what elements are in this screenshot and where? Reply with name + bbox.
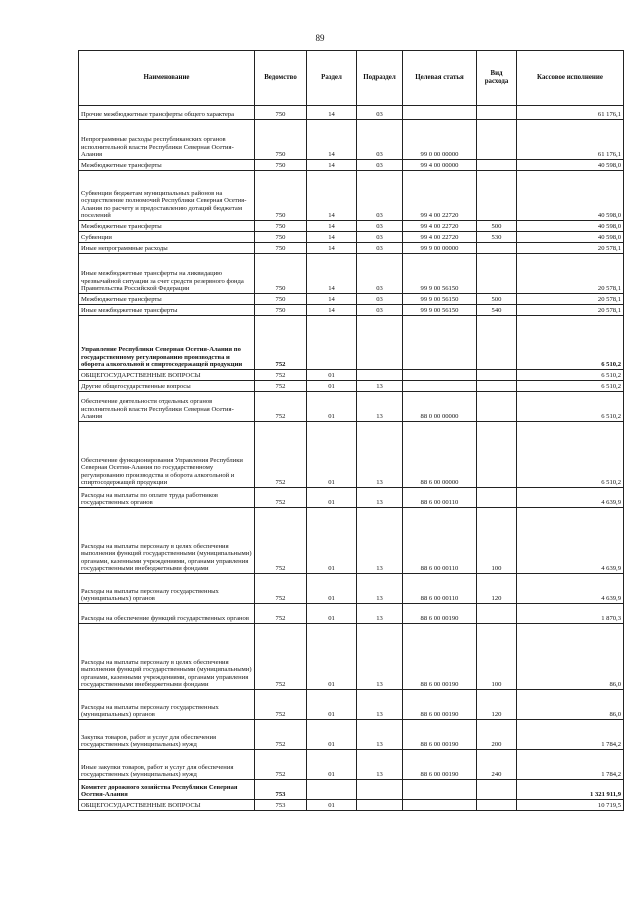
row-name: Расходы на выплаты по оплате труда работников государственных органов bbox=[79, 488, 255, 508]
row-amount: 4 639,9 bbox=[517, 574, 624, 604]
row-amount: 40 598,0 bbox=[517, 232, 624, 243]
row-department: 750 bbox=[255, 305, 307, 316]
table-row bbox=[79, 750, 624, 780]
row-subsection: 13 bbox=[357, 422, 403, 488]
header-department: Ведомство bbox=[255, 51, 307, 106]
row-department: 752 bbox=[255, 720, 307, 750]
row-name: Закупка товаров, работ и услуг для обеспечения государственных (муниципальных) нужд bbox=[79, 720, 255, 750]
row-expense-type bbox=[477, 254, 517, 294]
row-department: 750 bbox=[255, 160, 307, 171]
header-cash-execution: Кассовое исполнение bbox=[517, 51, 624, 106]
table-row bbox=[79, 243, 624, 254]
row-target-article: 88 6 00 00110 bbox=[403, 574, 477, 604]
row-target-article bbox=[403, 780, 477, 800]
row-expense-type: 200 bbox=[477, 720, 517, 750]
row-amount: 4 639,9 bbox=[517, 508, 624, 574]
row-amount: 40 598,0 bbox=[517, 221, 624, 232]
table-row bbox=[79, 381, 624, 392]
row-section: 14 bbox=[307, 232, 357, 243]
row-subsection: 03 bbox=[357, 294, 403, 305]
row-section: 14 bbox=[307, 254, 357, 294]
row-expense-type: 100 bbox=[477, 508, 517, 574]
row-expense-type: 240 bbox=[477, 750, 517, 780]
row-department: 752 bbox=[255, 750, 307, 780]
row-name: Обеспечение функционирования Управления Республики Северная Осетия-Алания по государственному регулированию производства и оборота алкогольной и спиртосодержащей продукции bbox=[79, 422, 255, 488]
row-subsection: 13 bbox=[357, 690, 403, 720]
row-expense-type bbox=[477, 800, 517, 811]
row-expense-type bbox=[477, 604, 517, 624]
row-subsection: 03 bbox=[357, 106, 403, 120]
row-amount: 86,0 bbox=[517, 624, 624, 690]
row-expense-type: 120 bbox=[477, 690, 517, 720]
row-expense-type bbox=[477, 422, 517, 488]
row-expense-type: 100 bbox=[477, 624, 517, 690]
row-department: 752 bbox=[255, 604, 307, 624]
row-subsection: 13 bbox=[357, 750, 403, 780]
row-subsection: 13 bbox=[357, 381, 403, 392]
row-section: 14 bbox=[307, 305, 357, 316]
row-department: 752 bbox=[255, 370, 307, 381]
row-target-article: 88 6 00 00190 bbox=[403, 604, 477, 624]
row-expense-type: 500 bbox=[477, 221, 517, 232]
row-amount: 10 719,5 bbox=[517, 800, 624, 811]
row-amount: 40 598,0 bbox=[517, 160, 624, 171]
row-subsection: 13 bbox=[357, 488, 403, 508]
row-section: 01 bbox=[307, 800, 357, 811]
row-expense-type bbox=[477, 243, 517, 254]
row-subsection: 03 bbox=[357, 232, 403, 243]
row-expense-type: 540 bbox=[477, 305, 517, 316]
row-name: Комитет дорожного хозяйства Республики Северная Осетия-Алания bbox=[79, 780, 255, 800]
row-target-article: 99 9 00 56150 bbox=[403, 294, 477, 305]
row-target-article: 99 4 00 22720 bbox=[403, 221, 477, 232]
row-target-article: 99 4 00 22720 bbox=[403, 171, 477, 221]
row-expense-type bbox=[477, 392, 517, 422]
row-section: 01 bbox=[307, 508, 357, 574]
row-expense-type bbox=[477, 381, 517, 392]
row-name: Иные межбюджетные трансферты на ликвидацию чрезвычайной ситуации за счет средств резервного фонда Правительства Российской Федерации bbox=[79, 254, 255, 294]
row-expense-type bbox=[477, 171, 517, 221]
budget-table bbox=[78, 50, 624, 811]
table-row bbox=[79, 720, 624, 750]
row-amount: 61 176,1 bbox=[517, 120, 624, 160]
table-row bbox=[79, 106, 624, 120]
row-section: 01 bbox=[307, 488, 357, 508]
table-row bbox=[79, 392, 624, 422]
row-name: Непрограммные расходы республиканских органов исполнительной власти Республики Северная Осетия-Алания bbox=[79, 120, 255, 160]
row-section: 01 bbox=[307, 370, 357, 381]
row-name: ОБЩЕГОСУДАРСТВЕННЫЕ ВОПРОСЫ bbox=[79, 800, 255, 811]
row-department: 753 bbox=[255, 780, 307, 800]
table-row bbox=[79, 690, 624, 720]
row-name: Расходы на выплаты персоналу государственных (муниципальных) органов bbox=[79, 574, 255, 604]
row-department: 752 bbox=[255, 508, 307, 574]
table-row bbox=[79, 232, 624, 243]
row-target-article bbox=[403, 381, 477, 392]
row-name: Субвенции бюджетам муниципальных районов на осуществление полномочий Республики Северная Осетия-Алания по расчету и предоставлению дотаций бюджетам поселений bbox=[79, 171, 255, 221]
row-section: 01 bbox=[307, 604, 357, 624]
row-target-article: 99 4 00 22720 bbox=[403, 232, 477, 243]
row-target-article: 88 6 00 00190 bbox=[403, 750, 477, 780]
row-amount: 4 639,9 bbox=[517, 488, 624, 508]
header-name: Наименование bbox=[79, 51, 255, 106]
table-header-row bbox=[79, 51, 624, 106]
row-name: Иные закупки товаров, работ и услуг для обеспечения государственных (муниципальных) нужд bbox=[79, 750, 255, 780]
row-subsection bbox=[357, 780, 403, 800]
row-section: 01 bbox=[307, 422, 357, 488]
row-subsection: 13 bbox=[357, 392, 403, 422]
row-department: 753 bbox=[255, 800, 307, 811]
table-row bbox=[79, 171, 624, 221]
row-name: Расходы на выплаты персоналу в целях обеспечения выполнения функций государственными (муниципальными) органами, казенными учреждениями, органами управления государственными внебюджетными фондами bbox=[79, 624, 255, 690]
row-section: 14 bbox=[307, 106, 357, 120]
row-amount: 1 784,2 bbox=[517, 720, 624, 750]
row-department: 752 bbox=[255, 690, 307, 720]
row-subsection: 03 bbox=[357, 243, 403, 254]
row-expense-type bbox=[477, 106, 517, 120]
row-target-article: 99 9 00 00000 bbox=[403, 243, 477, 254]
table-row bbox=[79, 574, 624, 604]
row-amount: 1 870,3 bbox=[517, 604, 624, 624]
row-name: Иные непрограммные расходы bbox=[79, 243, 255, 254]
row-expense-type: 500 bbox=[477, 294, 517, 305]
row-section: 01 bbox=[307, 624, 357, 690]
row-expense-type bbox=[477, 780, 517, 800]
table-row bbox=[79, 120, 624, 160]
row-name: Расходы на выплаты персоналу в целях обеспечения выполнения функций государственными (муниципальными) органами, казенными учреждениями, органами управления государственными внебюджетными фондами bbox=[79, 508, 255, 574]
row-target-article bbox=[403, 316, 477, 370]
row-name: Межбюджетные трансферты bbox=[79, 221, 255, 232]
row-target-article: 88 6 00 00110 bbox=[403, 488, 477, 508]
row-name: Расходы на обеспечение функций государственных органов bbox=[79, 604, 255, 624]
row-department: 750 bbox=[255, 106, 307, 120]
row-expense-type bbox=[477, 488, 517, 508]
row-section: 14 bbox=[307, 171, 357, 221]
table-row bbox=[79, 305, 624, 316]
row-amount: 1 321 911,9 bbox=[517, 780, 624, 800]
row-section: 01 bbox=[307, 690, 357, 720]
row-subsection: 13 bbox=[357, 720, 403, 750]
table-row bbox=[79, 800, 624, 811]
row-name: ОБЩЕГОСУДАРСТВЕННЫЕ ВОПРОСЫ bbox=[79, 370, 255, 381]
row-subsection: 03 bbox=[357, 305, 403, 316]
header-section: Раздел bbox=[307, 51, 357, 106]
row-expense-type: 120 bbox=[477, 574, 517, 604]
row-expense-type bbox=[477, 160, 517, 171]
row-section: 14 bbox=[307, 120, 357, 160]
table-row bbox=[79, 221, 624, 232]
row-amount: 20 578,1 bbox=[517, 254, 624, 294]
row-amount: 6 510,2 bbox=[517, 316, 624, 370]
table-row bbox=[79, 294, 624, 305]
row-subsection bbox=[357, 316, 403, 370]
row-amount: 6 510,2 bbox=[517, 370, 624, 381]
row-subsection bbox=[357, 370, 403, 381]
table-row bbox=[79, 160, 624, 171]
row-subsection: 13 bbox=[357, 574, 403, 604]
row-amount: 1 784,2 bbox=[517, 750, 624, 780]
row-subsection: 03 bbox=[357, 254, 403, 294]
row-target-article: 88 6 00 00190 bbox=[403, 720, 477, 750]
header-subsection: Подраздел bbox=[357, 51, 403, 106]
table-row bbox=[79, 370, 624, 381]
header-target-article: Целевая статья bbox=[403, 51, 477, 106]
row-amount: 6 510,2 bbox=[517, 381, 624, 392]
row-target-article: 88 6 00 00000 bbox=[403, 422, 477, 488]
row-expense-type bbox=[477, 316, 517, 370]
row-section: 01 bbox=[307, 574, 357, 604]
row-target-article: 99 4 00 00000 bbox=[403, 160, 477, 171]
row-department: 750 bbox=[255, 254, 307, 294]
row-name: Субвенции bbox=[79, 232, 255, 243]
row-department: 752 bbox=[255, 381, 307, 392]
table-row bbox=[79, 624, 624, 690]
row-target-article: 99 9 00 56150 bbox=[403, 254, 477, 294]
row-section: 14 bbox=[307, 243, 357, 254]
row-department: 750 bbox=[255, 243, 307, 254]
row-name: Управление Республики Северная Осетия-Алания по государственному регулированию производства и оборота алкогольной и спиртосодержащей продукции bbox=[79, 316, 255, 370]
table-row bbox=[79, 508, 624, 574]
table-row bbox=[79, 604, 624, 624]
row-department: 752 bbox=[255, 422, 307, 488]
row-department: 752 bbox=[255, 488, 307, 508]
row-section: 14 bbox=[307, 221, 357, 232]
row-target-article: 88 6 00 00110 bbox=[403, 508, 477, 574]
row-subsection: 03 bbox=[357, 160, 403, 171]
row-target-article: 88 6 00 00190 bbox=[403, 624, 477, 690]
row-name: Межбюджетные трансферты bbox=[79, 160, 255, 171]
row-amount: 61 176,1 bbox=[517, 106, 624, 120]
row-amount: 40 598,0 bbox=[517, 171, 624, 221]
row-target-article bbox=[403, 370, 477, 381]
row-department: 750 bbox=[255, 221, 307, 232]
row-section: 01 bbox=[307, 750, 357, 780]
row-amount: 6 510,2 bbox=[517, 422, 624, 488]
row-target-article bbox=[403, 800, 477, 811]
row-section: 01 bbox=[307, 720, 357, 750]
row-subsection: 13 bbox=[357, 508, 403, 574]
row-expense-type: 530 bbox=[477, 232, 517, 243]
table-row bbox=[79, 254, 624, 294]
row-department: 750 bbox=[255, 171, 307, 221]
row-name: Обеспечение деятельности отдельных органов исполнительной власти Республики Северная Осетия-Алания bbox=[79, 392, 255, 422]
table-row bbox=[79, 316, 624, 370]
row-name: Иные межбюджетные трансферты bbox=[79, 305, 255, 316]
row-section bbox=[307, 780, 357, 800]
table-row bbox=[79, 780, 624, 800]
page-number: 89 bbox=[315, 33, 325, 43]
row-department: 752 bbox=[255, 574, 307, 604]
row-amount: 20 578,1 bbox=[517, 305, 624, 316]
row-name: Прочие межбюджетные трансферты общего характера bbox=[79, 106, 255, 120]
row-subsection: 03 bbox=[357, 171, 403, 221]
row-subsection: 13 bbox=[357, 604, 403, 624]
row-name: Другие общегосударственные вопросы bbox=[79, 381, 255, 392]
row-target-article: 99 9 00 56150 bbox=[403, 305, 477, 316]
row-target-article bbox=[403, 106, 477, 120]
row-target-article: 88 0 00 00000 bbox=[403, 392, 477, 422]
row-section: 14 bbox=[307, 160, 357, 171]
row-section: 01 bbox=[307, 381, 357, 392]
row-department: 750 bbox=[255, 294, 307, 305]
row-department: 750 bbox=[255, 232, 307, 243]
row-target-article: 88 6 00 00190 bbox=[403, 690, 477, 720]
row-subsection: 03 bbox=[357, 221, 403, 232]
row-amount: 20 578,1 bbox=[517, 243, 624, 254]
row-subsection: 13 bbox=[357, 624, 403, 690]
row-section bbox=[307, 316, 357, 370]
row-name: Расходы на выплаты персоналу государственных (муниципальных) органов bbox=[79, 690, 255, 720]
row-subsection bbox=[357, 800, 403, 811]
row-department: 752 bbox=[255, 392, 307, 422]
row-section: 01 bbox=[307, 392, 357, 422]
header-expense-type: Вид расхода bbox=[477, 51, 517, 106]
row-name: Межбюджетные трансферты bbox=[79, 294, 255, 305]
table-row bbox=[79, 488, 624, 508]
row-department: 752 bbox=[255, 316, 307, 370]
row-target-article: 99 0 00 00000 bbox=[403, 120, 477, 160]
table-row bbox=[79, 422, 624, 488]
row-amount: 6 510,2 bbox=[517, 392, 624, 422]
row-expense-type bbox=[477, 370, 517, 381]
row-department: 750 bbox=[255, 120, 307, 160]
row-section: 14 bbox=[307, 294, 357, 305]
row-amount: 20 578,1 bbox=[517, 294, 624, 305]
row-department: 752 bbox=[255, 624, 307, 690]
row-expense-type bbox=[477, 120, 517, 160]
row-amount: 86,0 bbox=[517, 690, 624, 720]
row-subsection: 03 bbox=[357, 120, 403, 160]
